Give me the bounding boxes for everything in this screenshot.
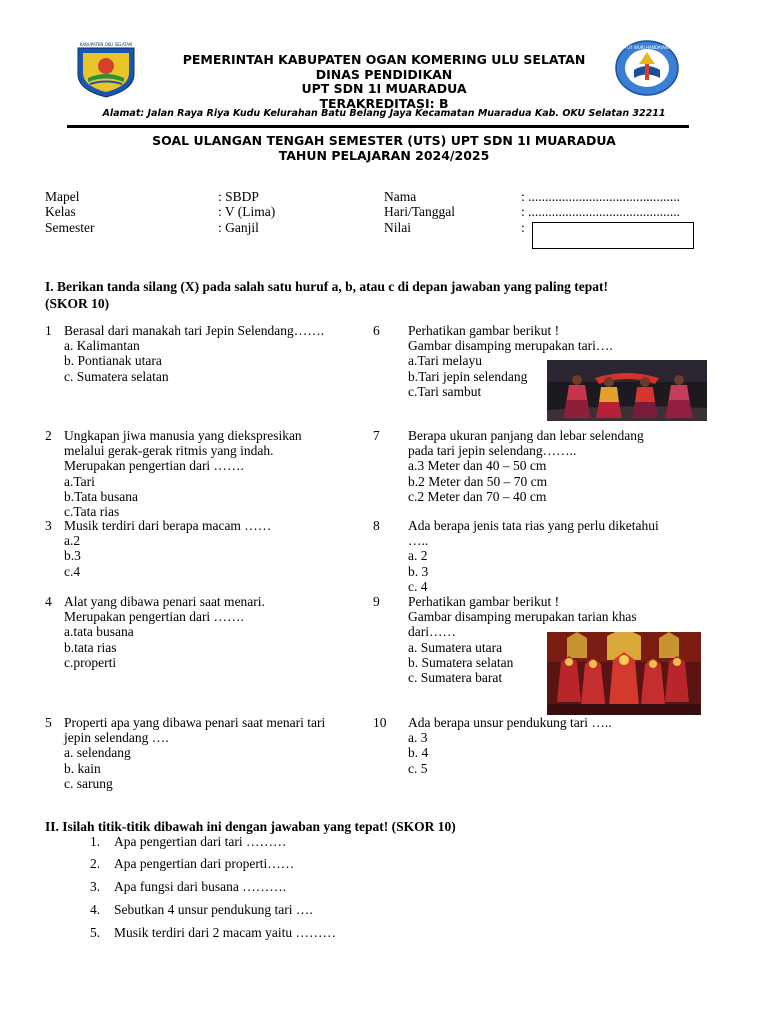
essay-number: 1. [90,834,101,849]
essay-number: 2. [90,856,101,871]
question-text: Perhatikan gambar berikut ! [408,323,560,338]
option-a[interactable]: a. 3 [408,730,428,746]
question-text: Berapa ukuran panjang dan lebar selendang [408,428,644,443]
essay-item-5 [90,925,336,941]
option-b[interactable]: b.Tari jepin selendang [408,368,528,384]
option-a[interactable]: a. 2 [408,548,428,564]
question-text: Ada berapa jenis tata rias yang perlu diketahui [408,518,659,533]
question-number: 4 [45,594,52,609]
question-text: melalui gerak-gerak ritmis yang indah. [64,443,274,459]
question-text: Gambar disamping merupakan tari…. [408,338,613,354]
question-number: 10 [373,715,387,730]
question-text: Alat yang dibawa penari saat menari. [64,594,265,609]
option-c[interactable]: c.Tari sambut [408,383,482,399]
school-address: Alamat: Jalan Raya Riya Kudu Kelurahan Batu Belang Jaya Kecamatan Muaradua Kab. OKU Selatan 32211 [102,108,666,119]
tanggal-field[interactable]: : ............................................. [521,204,681,219]
option-c[interactable]: c. 5 [408,760,428,776]
question-text: Merupakan pengertian dari ……. [64,458,244,474]
option-b[interactable]: b.3 [64,548,81,564]
question-text: pada tari jepin selendang…….. [408,443,577,459]
tut-wuri-handayani-logo [614,40,680,96]
letterhead-line-4: TERAKREDITASI: B [319,95,449,111]
question-number: 7 [373,428,380,443]
meta-label-nilai: Nilai [384,220,411,235]
option-b[interactable]: b. 4 [408,745,429,761]
meta-colon-nilai: : [521,220,525,235]
question-text: Properti apa yang dibawa penari saat menari tari [64,715,326,730]
meta-label-kelas: Kelas [45,204,76,219]
option-a[interactable]: a. Kalimantan [64,338,140,354]
essay-question: Apa fungsi dari busana ………. [114,879,287,894]
option-c[interactable]: c. 4 [408,578,428,594]
meta-value-semester: : Ganjil [218,220,259,235]
question-text: dari…… [408,624,456,640]
option-c[interactable]: c.4 [64,563,81,579]
letterhead-line-1: PEMERINTAH KABUPATEN OGAN KOMERING ULU SELATAN [182,52,586,67]
svg-text:KABUPATEN OKU SELATAN: KABUPATEN OKU SELATAN [79,42,133,47]
question-text: Ungkapan jiwa manusia yang diekspresikan [64,428,302,443]
section-1-line-1: I. Berikan tanda silang (X) pada salah satu huruf a, b, atau c di depan jawaban yang paling tepat! [45,279,608,294]
section-2-instruction: II. Isilah titik-titik dibawah ini dengan jawaban yang tepat! (SKOR 10) [45,819,456,834]
option-c[interactable]: c. Sumatera selatan [64,368,169,384]
option-b[interactable]: b. Pontianak utara [64,353,162,369]
gending-sriwijaya-dance-photo [547,632,701,715]
essay-number: 3. [90,879,101,894]
essay-question: Apa pengertian dari tari ……… [114,834,287,849]
svg-text:TUT WURI HANDAYANI: TUT WURI HANDAYANI [624,45,670,50]
option-c[interactable]: c. sarung [64,775,113,791]
question-text: Musik terdiri dari berapa macam …… [64,518,272,533]
meta-label-mapel: Mapel [45,189,80,204]
question-text: Perhatikan gambar berikut ! [408,594,560,609]
jepin-selendang-dance-photo [547,360,707,421]
option-a[interactable]: a.2 [64,533,81,549]
essay-question: Musik terdiri dari 2 macam yaitu ……… [114,925,336,940]
meta-value-mapel: : SBDP [218,189,259,204]
question-number: 5 [45,715,52,730]
meta-value-kelas: : V (Lima) [218,204,276,219]
option-c[interactable]: c.Tata rias [64,504,120,520]
question-number: 9 [373,594,380,609]
question-text: Ada berapa unsur pendukung tari ….. [408,715,612,730]
question-text: jepin selendang …. [64,730,169,746]
nama-field[interactable]: : ............................................. [521,189,681,204]
nilai-box[interactable] [532,222,694,249]
option-c[interactable]: c.properti [64,654,117,670]
letterhead [140,53,628,111]
option-a[interactable]: a. Sumatera utara [408,639,503,655]
exam-title: SOAL ULANGAN TENGAH SEMESTER (UTS) UPT SDN 1I MUARADUA [152,133,616,148]
header-rule-thick [67,125,689,128]
essay-item-1 [90,834,287,850]
meta-label-semester: Semester [45,220,95,235]
option-c[interactable]: c. Sumatera barat [408,670,503,686]
question-number: 8 [373,518,380,533]
exam-year: TAHUN PELAJARAN 2024/2025 [278,148,490,163]
question-text: Gambar disamping merupakan tarian khas [408,609,637,625]
letterhead-line-3: UPT SDN 1I MUARADUA [301,81,467,96]
option-c[interactable]: c.2 Meter dan 70 – 40 cm [408,488,547,504]
section-1-instruction [45,278,608,312]
section-1-line-2: (SKOR 10) [45,296,110,311]
question-number: 2 [45,428,52,443]
question-number: 1 [45,323,52,338]
option-a[interactable]: a.tata busana [64,624,134,640]
option-a[interactable]: a.Tari melayu [408,353,483,369]
essay-number: 5. [90,925,101,940]
question-text: Berasal dari manakah tari Jepin Selendang……. [64,323,325,338]
option-b[interactable]: b.Tata busana [64,488,139,504]
option-b[interactable]: b.tata rias [64,639,117,655]
option-b[interactable]: b.2 Meter dan 50 – 70 cm [408,473,548,489]
question-number: 3 [45,518,52,533]
essay-question: Apa pengertian dari properti…… [114,856,295,871]
option-b[interactable]: b. kain [64,760,101,776]
regency-logo [74,40,138,98]
essay-item-2 [90,856,295,872]
question-text: ….. [408,533,429,549]
option-a[interactable]: a.3 Meter dan 40 – 50 cm [408,458,547,474]
question-number: 6 [373,323,380,338]
essay-item-3 [90,879,287,895]
option-b[interactable]: b. Sumatera selatan [408,654,514,670]
option-b[interactable]: b. 3 [408,563,429,579]
essay-number: 4. [90,902,101,917]
option-a[interactable]: a. selendang [64,745,131,761]
option-a[interactable]: a.Tari [64,473,95,489]
essay-question: Sebutkan 4 unsur pendukung tari …. [114,902,313,917]
meta-label-nama: Nama [384,189,417,204]
meta-label-tanggal: Hari/Tanggal [384,204,456,219]
letterhead-line-2: DINAS PENDIDIKAN [315,66,453,82]
question-text: Merupakan pengertian dari ……. [64,609,244,625]
essay-item-4 [90,902,313,918]
